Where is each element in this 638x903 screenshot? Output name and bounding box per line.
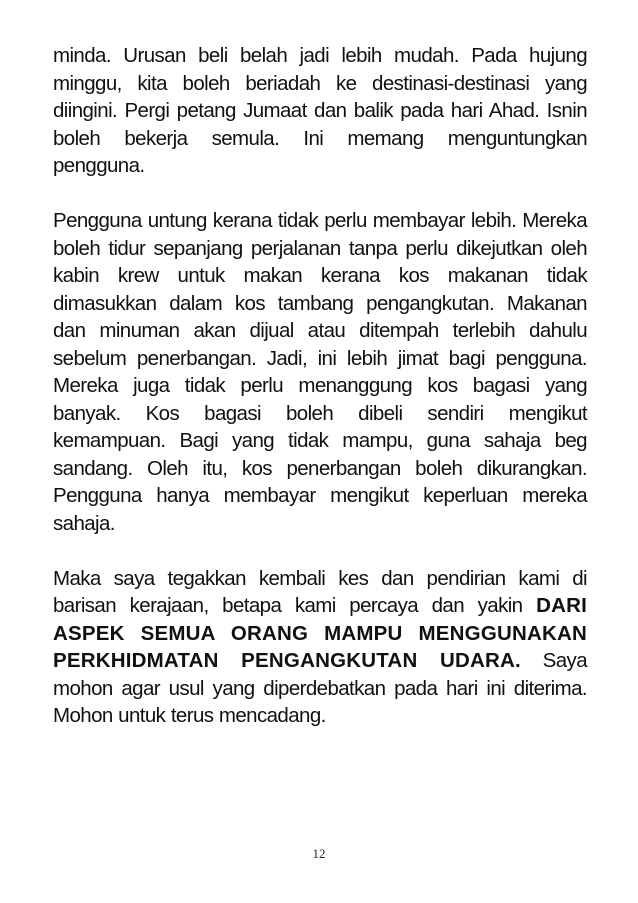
paragraph-3-outro: Saya mohon agar usul yang diperdebatkan pada hari ini diterima. Mohon untuk terus mencadang.: [53, 649, 587, 727]
paragraph-1: minda. Urusan beli belah jadi lebih mudah. Pada hujung minggu, kita boleh beriadah ke destinasi-destinasi yang diingini. Pergi petang Jumaat dan balik pada hari Ahad. Isnin boleh bekerja semula. Ini memang menguntungkan pengguna.: [53, 44, 587, 177]
body-text: [53, 42, 587, 730]
paragraph-gap: [53, 537, 587, 565]
paragraph-3-intro: Maka saya tegakkan kembali kes dan pendirian kami di barisan kerajaan, betapa kami percaya dan yakin: [53, 566, 587, 617]
paragraph-gap: [53, 180, 587, 208]
page-number: 12: [312, 846, 326, 861]
paragraph-2: Pengguna untung kerana tidak perlu membayar lebih. Mereka boleh tidur sepanjang perjalanan tanpa perlu dikejutkan oleh kabin krew untuk makan kerana kos makanan tidak dimasukkan dalam kos tambang pengangkutan. Makanan dan minuman akan dijual atau ditempah terlebih dahulu sebelum penerbangan. Jadi, ini lebih jimat bagi pengguna. Mereka juga tidak perlu menanggung kos bagasi yang banyak. Kos bagasi boleh dibeli sendiri mengikut kemampuan. Bagi yang tidak mampu, guna sahaja beg sandang. Oleh itu, kos penerbangan boleh dikurangkan. Pengguna hanya membayar mengikut keperluan mereka sahaja.: [53, 209, 587, 535]
paragraph-3: [53, 565, 587, 730]
paragraph-3-emphasis: DARI ASPEK SEMUA ORANG MAMPU MENGGUNAKAN PERKHIDMATAN PENGANGKUTAN UDARA.: [53, 594, 587, 672]
